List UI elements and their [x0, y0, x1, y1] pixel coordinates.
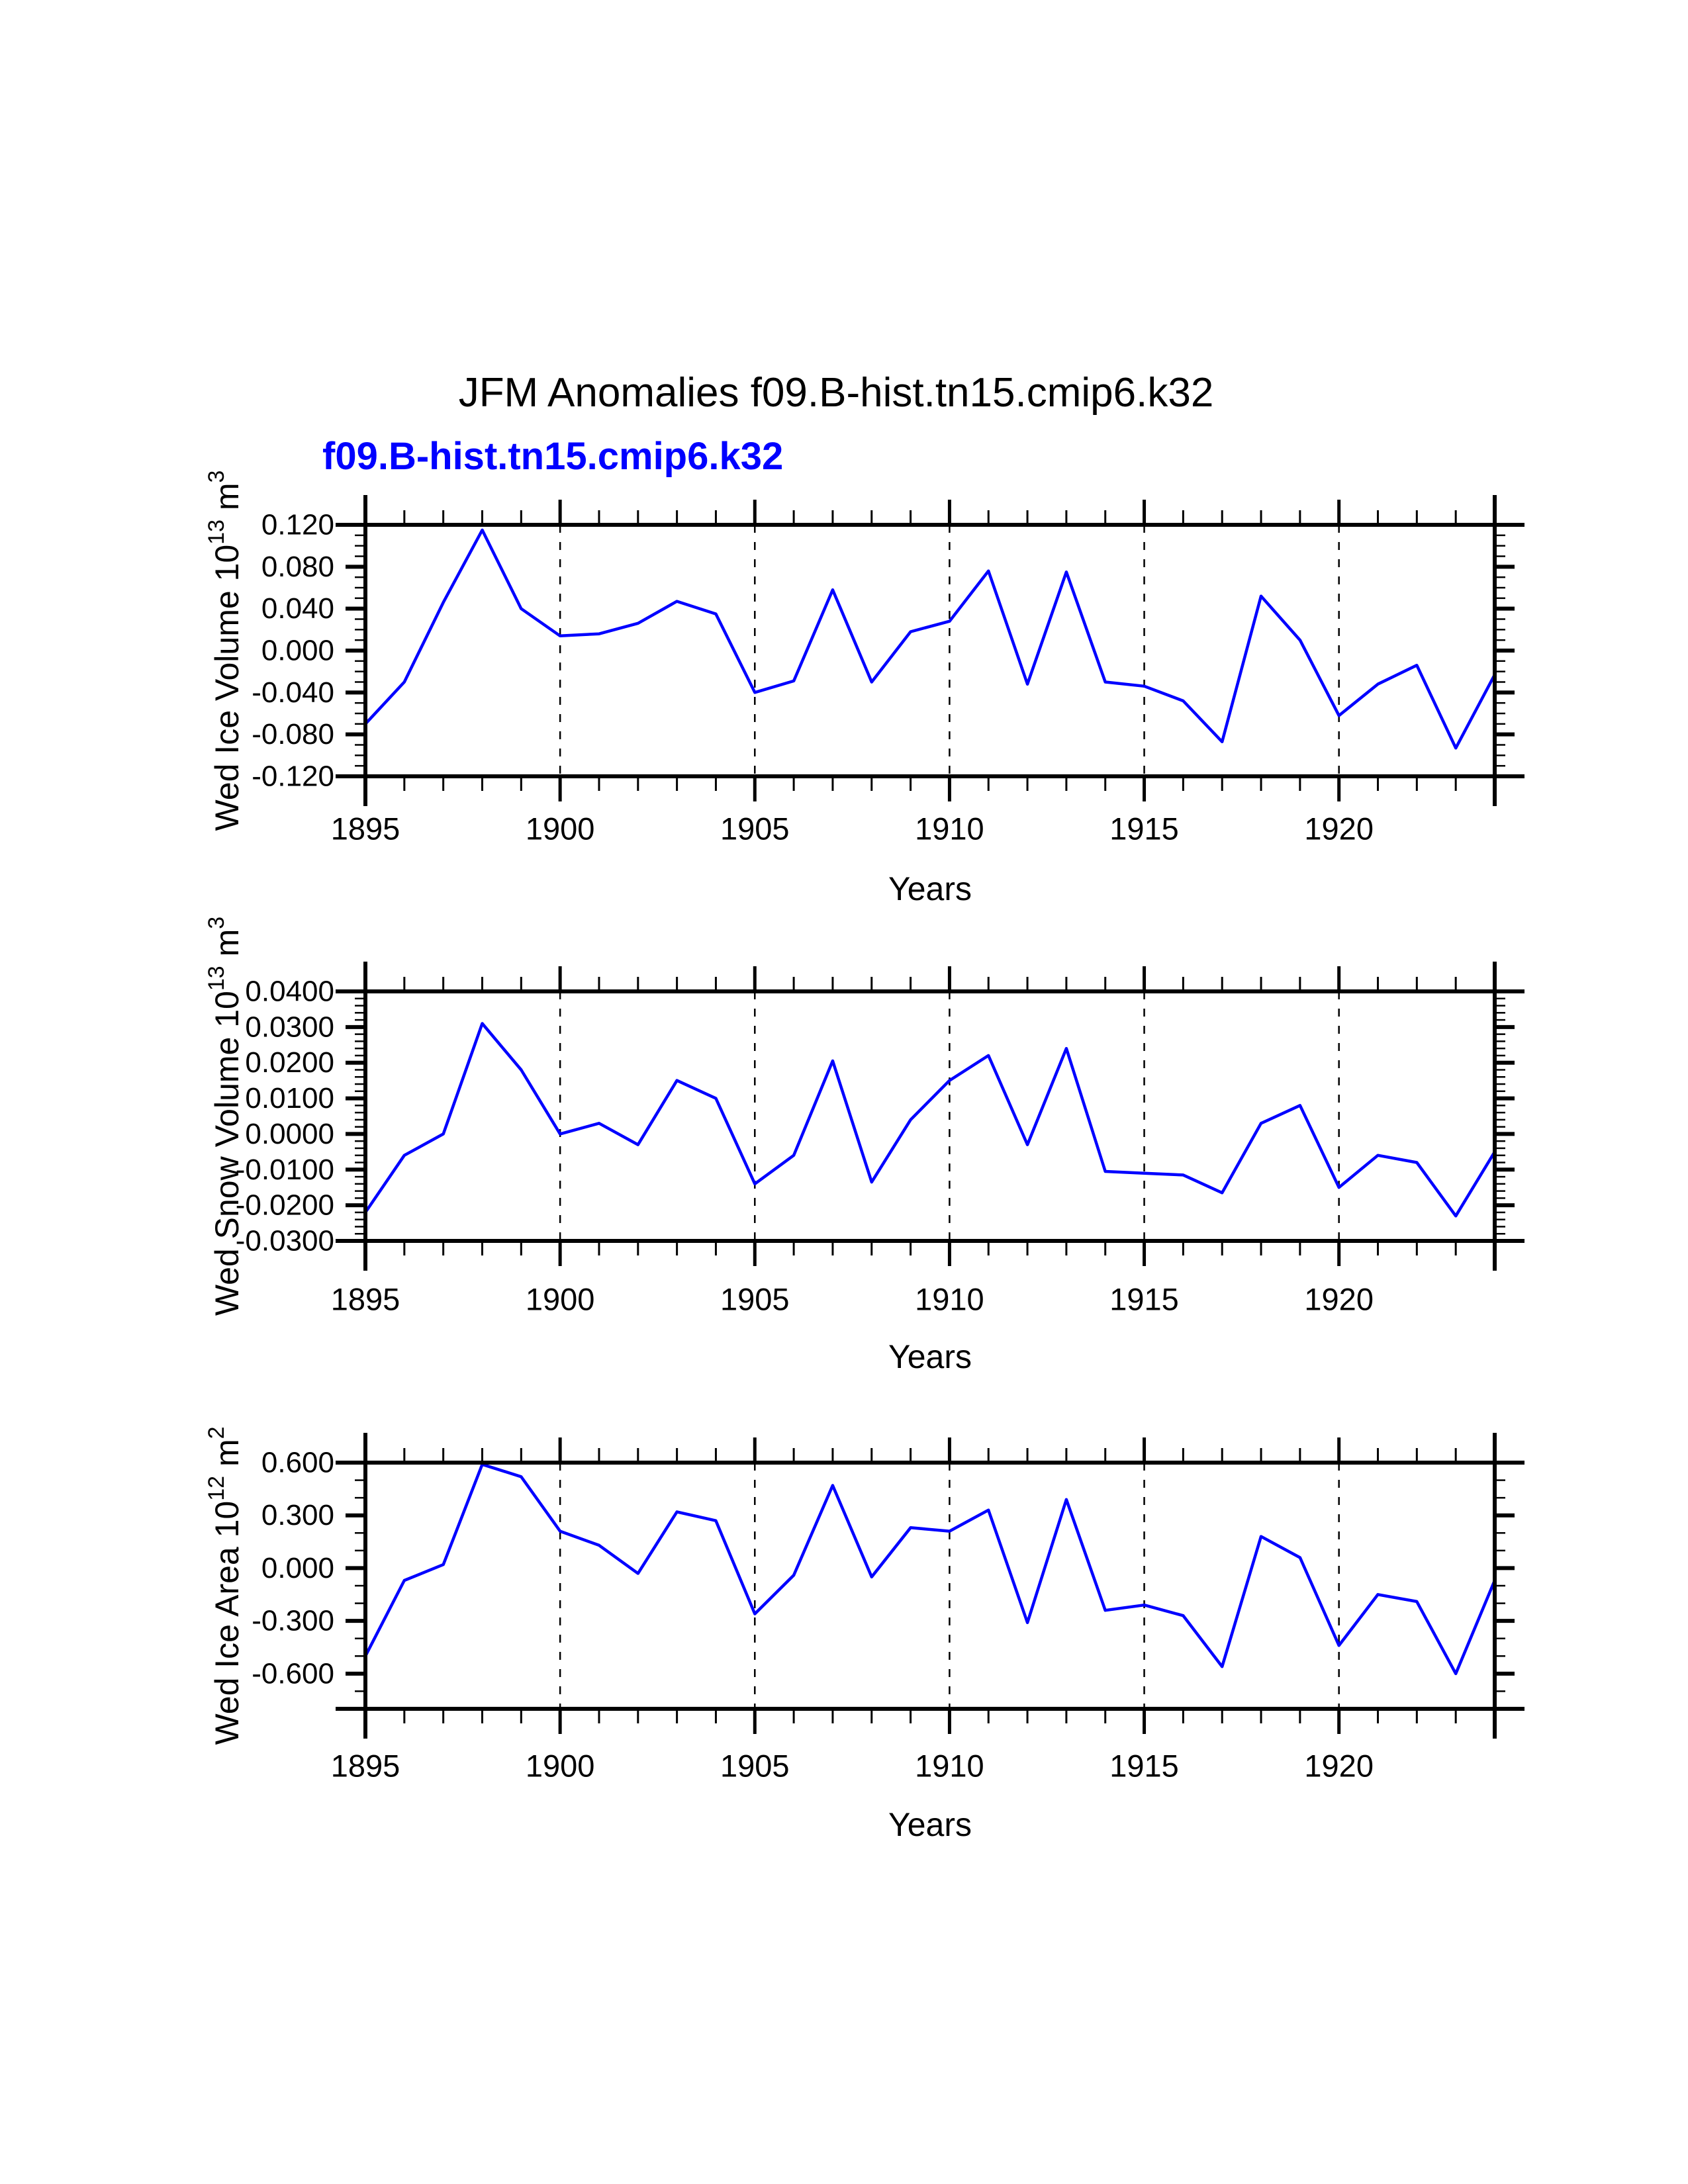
x-tick-label: 1905 [720, 811, 790, 846]
axes [336, 495, 1524, 806]
x-axis-label: Years [888, 1806, 972, 1843]
y-tick-label: -0.600 [252, 1657, 334, 1690]
y-tick-label: 0.080 [261, 550, 334, 583]
x-tick-label: 1900 [525, 1281, 595, 1317]
x-tick-label: 1920 [1304, 811, 1374, 846]
axes [336, 962, 1524, 1271]
axes [336, 1433, 1524, 1739]
x-tick-label: 1920 [1304, 1281, 1374, 1317]
x-axis-label: Years [888, 1338, 972, 1375]
y-tick-label: -0.0300 [235, 1224, 334, 1257]
y-tick-label: 0.0000 [245, 1117, 334, 1150]
y-tick-label: 0.300 [261, 1499, 334, 1532]
x-tick-label: 1915 [1109, 811, 1179, 846]
y-tick-label: -0.0100 [235, 1153, 334, 1186]
y-tick-label: 0.600 [261, 1446, 334, 1479]
chart-wed-ice-volume [204, 471, 1524, 907]
x-tick-label: 1895 [330, 1281, 400, 1317]
x-tick-label: 1915 [1109, 1748, 1179, 1784]
y-tick-label: -0.040 [252, 676, 334, 709]
y-tick-label: -0.120 [252, 760, 334, 793]
page-title: JFM Anomalies f09.B-hist.tn15.cmip6.k32 [458, 370, 1214, 416]
y-axis-title: Wed Ice Volume $10^{13}$ $m^3$ [204, 470, 246, 831]
x-tick-label: 1905 [720, 1281, 790, 1317]
y-tick-label: 0.120 [261, 508, 334, 541]
x-tick-label: 1915 [1109, 1281, 1179, 1317]
x-tick-label: 1910 [915, 1748, 984, 1784]
x-tick-label: 1905 [720, 1748, 790, 1784]
x-tick-label: 1895 [330, 811, 400, 846]
chart-wed-ice-area [204, 1426, 1524, 1843]
x-tick-label: 1910 [915, 811, 984, 846]
y-tick-label: 0.0400 [245, 975, 334, 1008]
x-tick-label: 1910 [915, 1281, 984, 1317]
y-tick-label: -0.0200 [235, 1189, 334, 1222]
x-axis-label: Years [888, 870, 972, 907]
y-axis-title: Wed Ice Area $10^{12}$ $m^2$ [204, 1426, 246, 1745]
y-axis-title: Wed Snow Volume $10^{13}$ $m^3$ [204, 916, 246, 1316]
x-tick-label: 1900 [525, 811, 595, 846]
y-tick-label: 0.040 [261, 592, 334, 625]
y-tick-label: 0.0200 [245, 1046, 334, 1079]
wed-ice-volume-data-line [365, 530, 1495, 748]
y-tick-label: -0.300 [252, 1604, 334, 1637]
y-tick-label: 0.0300 [245, 1011, 334, 1044]
wed-snow-volume-data-line [365, 1024, 1495, 1216]
x-tick-label: 1900 [525, 1748, 595, 1784]
y-tick-label: 0.000 [261, 1551, 334, 1584]
wed-ice-area-data-line [365, 1465, 1495, 1674]
series-label: f09.B-hist.tn15.cmip6.k32 [322, 435, 784, 478]
y-tick-label: -0.080 [252, 718, 334, 751]
y-tick-label: 0.000 [261, 634, 334, 667]
x-tick-label: 1920 [1304, 1748, 1374, 1784]
chart-wed-snow-volume [204, 917, 1524, 1375]
x-tick-label: 1895 [330, 1748, 400, 1784]
y-tick-label: 0.0100 [245, 1082, 334, 1115]
